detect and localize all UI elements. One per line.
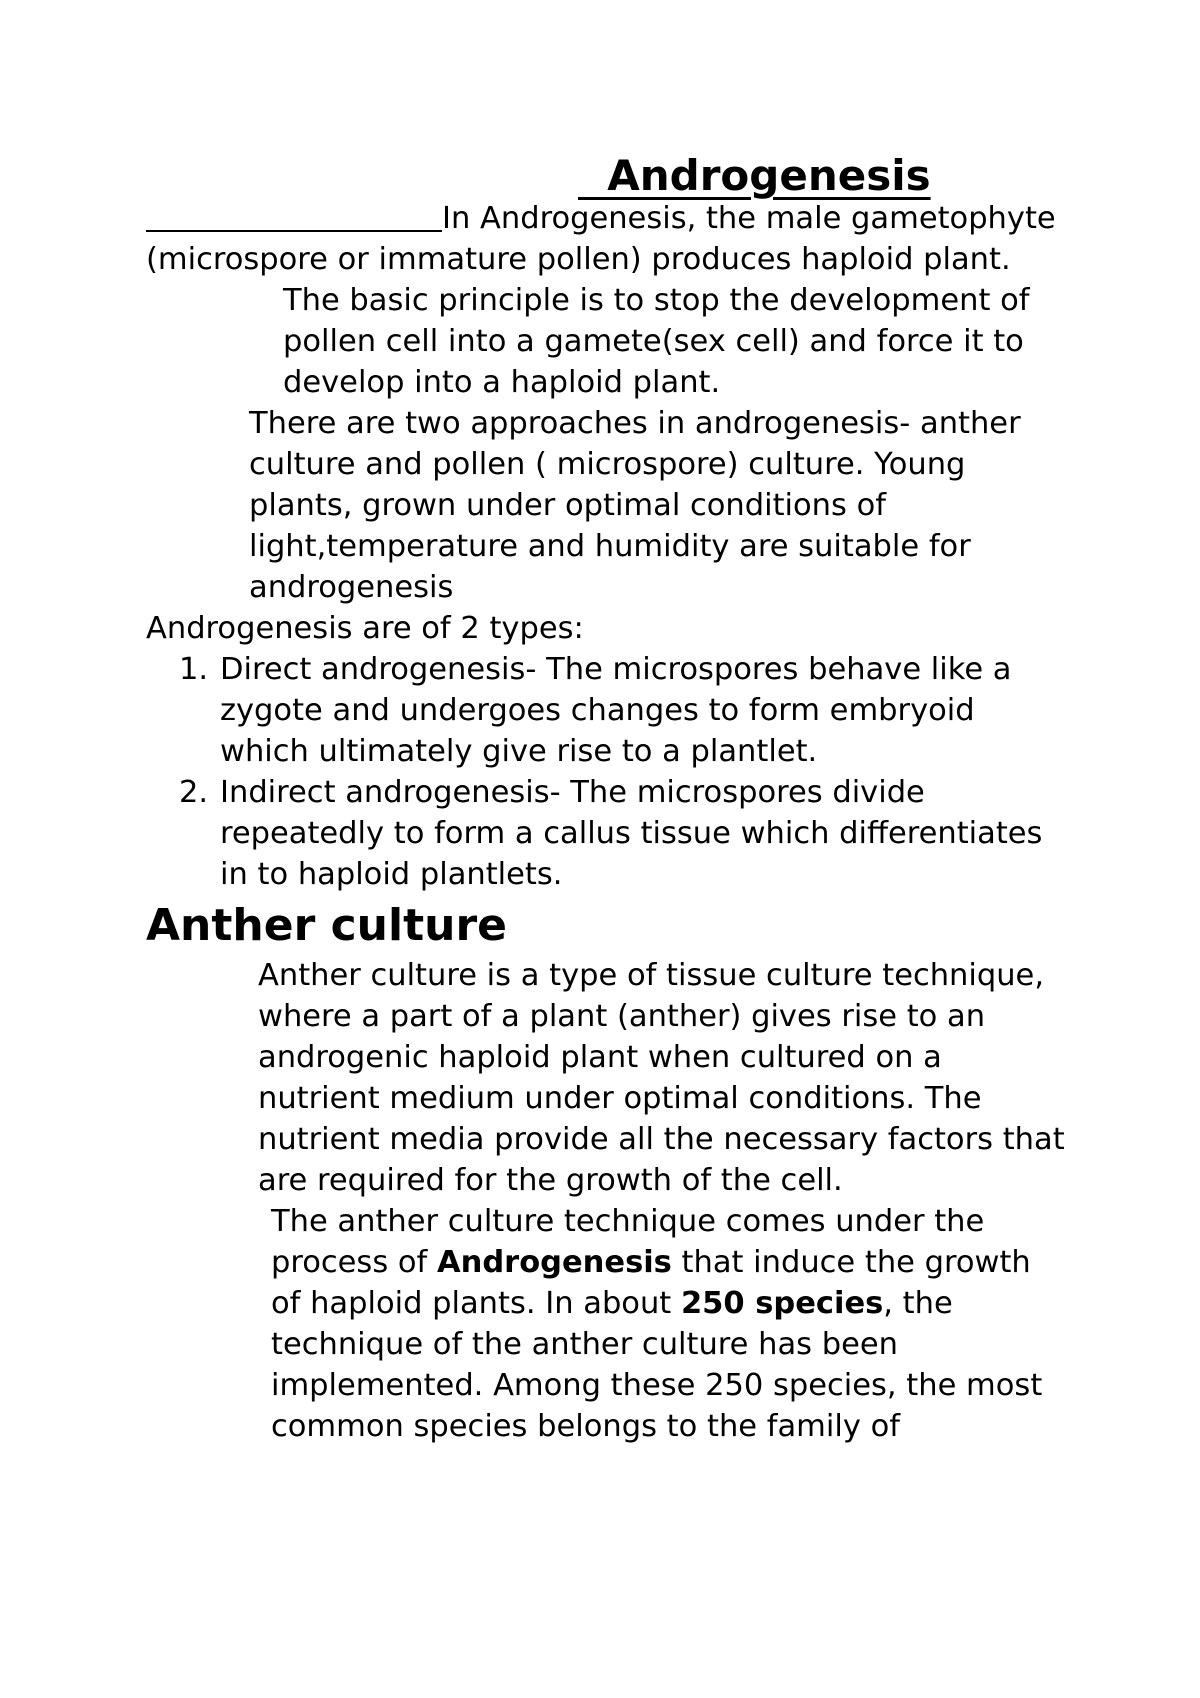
technique-paragraph <box>146 1201 1066 1447</box>
approaches-paragraph: There are two approaches in androgenesis- anther culture and pollen ( microspore) culture. Young plants, grown under optimal conditions of light,temperature and humidity are suitable for androgenesis <box>249 406 1021 605</box>
principle-paragraph: The basic principle is to stop the development of pollen cell into a gamete(sex cell) and force it to develop into a haploid plant. <box>283 283 1030 400</box>
list-number: 1. <box>179 652 209 687</box>
types-intro: Androgenesis are of 2 types: <box>146 611 584 646</box>
intro-text: In Androgenesis, the male gametophyte (microspore or immature pollen) produces haploid plant. <box>146 201 1056 277</box>
technique-text-1: The anther culture technique comes under the process of <box>271 1204 985 1280</box>
technique-text-2: that induce the growth of haploid plants. In about <box>271 1245 1031 1321</box>
list-number: 2. <box>179 775 209 810</box>
blank-underline <box>146 202 442 232</box>
list-item <box>146 649 1066 772</box>
list-item-text: Indirect androgenesis- The microspores divide repeatedly to form a callus tissue which differentiates in to haploid plantlets. <box>220 775 1043 892</box>
section-heading: Anther culture <box>146 900 507 951</box>
page-title: Androgenesis <box>578 151 931 200</box>
title-line <box>146 148 1066 204</box>
document-body <box>146 148 1066 1447</box>
types-list <box>146 649 1066 895</box>
bold-term-androgenesis: Androgenesis <box>437 1245 672 1280</box>
anther-paragraph: Anther culture is a type of tissue culture technique, where a part of a plant (anther) gives rise to an androgenic haploid plant when cultured on a nutrient medium under optimal conditions. The nutrient media provide all the necessary factors that are required for the growth of the cell. <box>258 958 1065 1198</box>
intro-paragraph <box>146 198 1066 280</box>
list-item <box>146 772 1066 895</box>
bold-term-species: 250 species <box>680 1286 884 1321</box>
list-item-text: Direct androgenesis- The microspores behave like a zygote and undergoes changes to form embryoid which ultimately give rise to a plantlet. <box>220 652 1012 769</box>
technique-text-3: , the technique of the anther culture has been implemented. Among these 250 species, the most common species belongs to the family of <box>271 1286 1043 1444</box>
